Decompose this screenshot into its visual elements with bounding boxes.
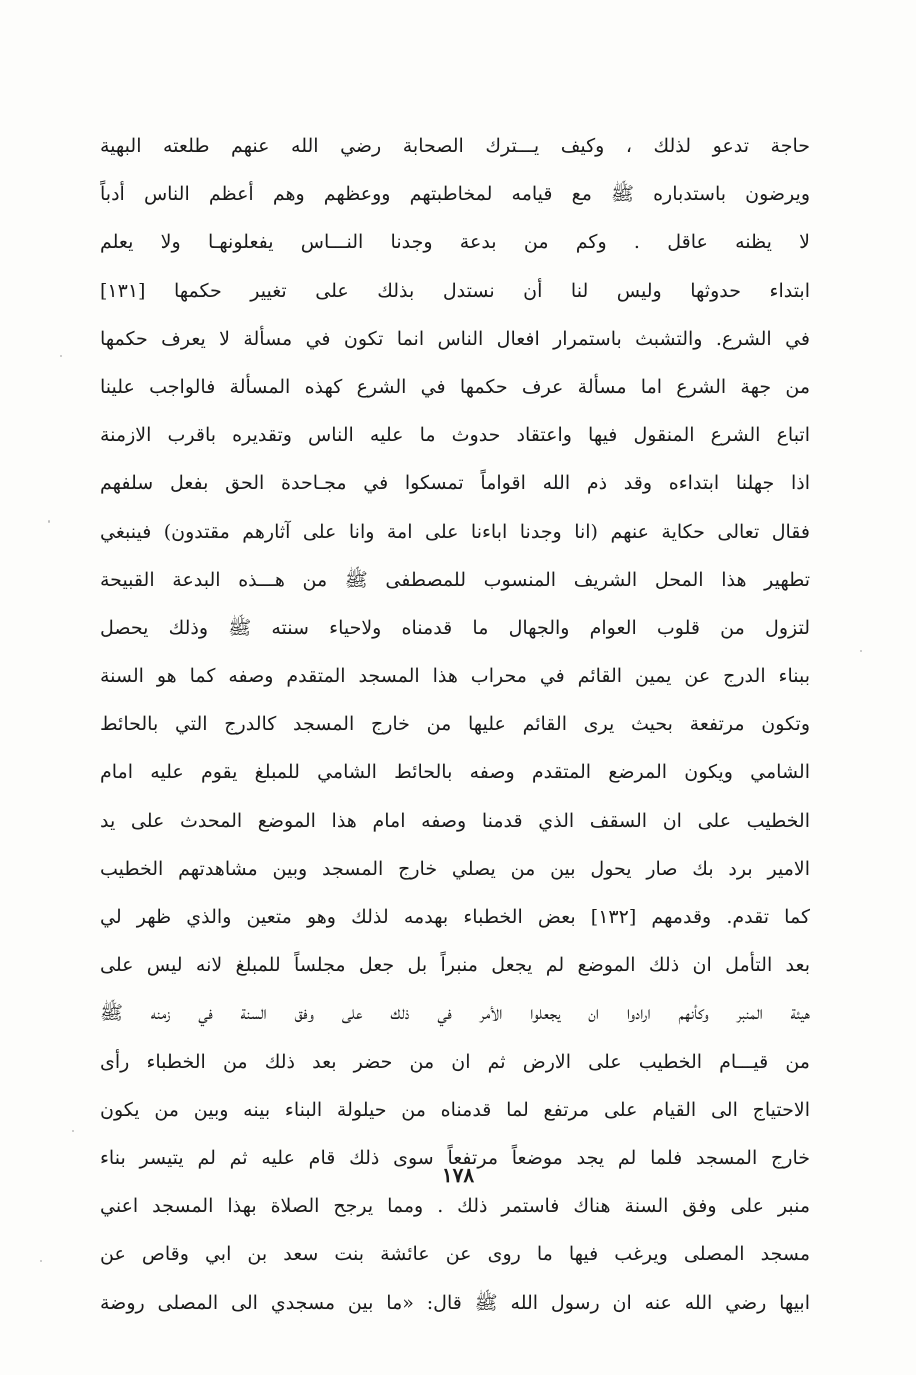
text-line: ببناء الدرج عن يمين القائم في محراب هذا المسجد المتقدم وصفه كما هو السنة: [100, 665, 810, 688]
text-line: الشامي ويكون المرضع المتقدم وصفه بالحائط الشامي للمبلغ يقوم عليه امام: [100, 761, 810, 784]
scan-speck: [48, 520, 50, 523]
text-line: منبر على وفق السنة هناك فاستمر ذلك . ومما يرجح الصلاة بهذا المسجد اعني: [100, 1195, 810, 1218]
text-line: وتكون مرتفعة بحيث يرى القائم عليها من خارج المسجد كالدرج التي بالحائط: [100, 713, 810, 736]
scan-speck: [60, 355, 62, 357]
text-line: مسجد المصلى ويرغب فيها ما روى عن عائشة بنت سعد بن ابي وقاص عن: [100, 1243, 810, 1266]
text-line: من قيـــام الخطيب على الارض ثم ان من حضر بعد ذلك من الخطباء رأى: [100, 1050, 810, 1073]
text-line: الاحتياج الى القيام على مرتفع لما قدمناه من حيلولة البناء بينه وبين من يكون: [100, 1098, 810, 1121]
text-line: لا يظنه عاقل . وكم من بدعة وجدنا النـــاس يفعلونهـا ولا يعلم: [100, 231, 810, 254]
text-line: كما تقدم. وقدمهم [١٣٢] بعض الخطباء بهدمه لذلك وهو متعين والذي ظهر لي: [100, 906, 810, 928]
text-line: الخطيب على ان السقف الذي قدمنا وصفه امام هذا الموضع المحدث على يد: [100, 809, 810, 832]
text-line: ابيها رضي الله عنه ان رسول الله ﷺ قال: «ما بين مسجدي الى المصلى روضة: [100, 1291, 810, 1314]
scan-speck: [40, 1260, 42, 1262]
text-line: ويرضون باستدباره ﷺ مع قيامه لمخاطبتهم ووعظهم وهم أعظم الناس أدباً: [100, 183, 810, 206]
text-line: هيئة المنبر وكأنهم ارادوا ان يجعلوا الأمر في ذلك على وفق السنة في زمنه ﷺ: [100, 1002, 810, 1025]
text-line: بعد التأمل ان ذلك الموضع لم يجعل منبراً بل جعل مجلساً للمبلغ لانه ليس على: [100, 954, 810, 977]
text-line: اذا جهلنا ابتداءه وقد ذم الله اقواماً تمسكوا في مجـاحدة الحق بفعل سلفهم: [100, 472, 810, 495]
text-line: ابتداء حدوثها وليس لنا أن نستدل بذلك على تغيير حكمها [١٣١]: [100, 279, 810, 302]
text-line: الامير برد بك صار يحول بين من يصلي خارج المسجد وبين مشاهدتهم الخطيب: [100, 857, 810, 880]
text-line: في الشرع. والتشبث باستمرار افعال الناس انما تكون في مسألة لا يعرف حكمها: [100, 327, 810, 350]
text-line: من جهة الشرع اما مسألة عرف حكمها في الشرع كهذه المسألة فالواجب علينا: [100, 375, 810, 398]
scan-speck: [860, 650, 862, 652]
text-line: خارج المسجد فلما لم يجد موضعاً مرتفعاً سوى ذلك قام عليه ثم لم يتيسر بناء: [100, 1146, 810, 1169]
text-line: حاجة تدعو لذلك ، وكيف يـــترك الصحابة رضي الله عنهم طلعته البهية: [100, 135, 810, 157]
text-line: لتزول من قلوب العوام والجهال ما قدمناه ولاحياء سنته ﷺ وذلك يحصل: [100, 616, 810, 639]
body-text: [100, 122, 810, 1327]
text-line: تطهير هذا المحل الشريف المنسوب للمصطفى ﷺ من هـــذه البدعة القبيحة: [100, 568, 810, 591]
scan-speck: [72, 1130, 74, 1132]
text-line: اتباع الشرع المنقول فيها واعتقاد حدوث ما عليه الناس وتقديره باقرب الازمنة: [100, 424, 810, 447]
text-line: فقال تعالى حكاية عنهم (انا وجدنا اباءنا على امة وانا على آثارهم مقتدون) فينبغي: [100, 520, 810, 543]
page-number: ١٧٨: [441, 1163, 475, 1187]
